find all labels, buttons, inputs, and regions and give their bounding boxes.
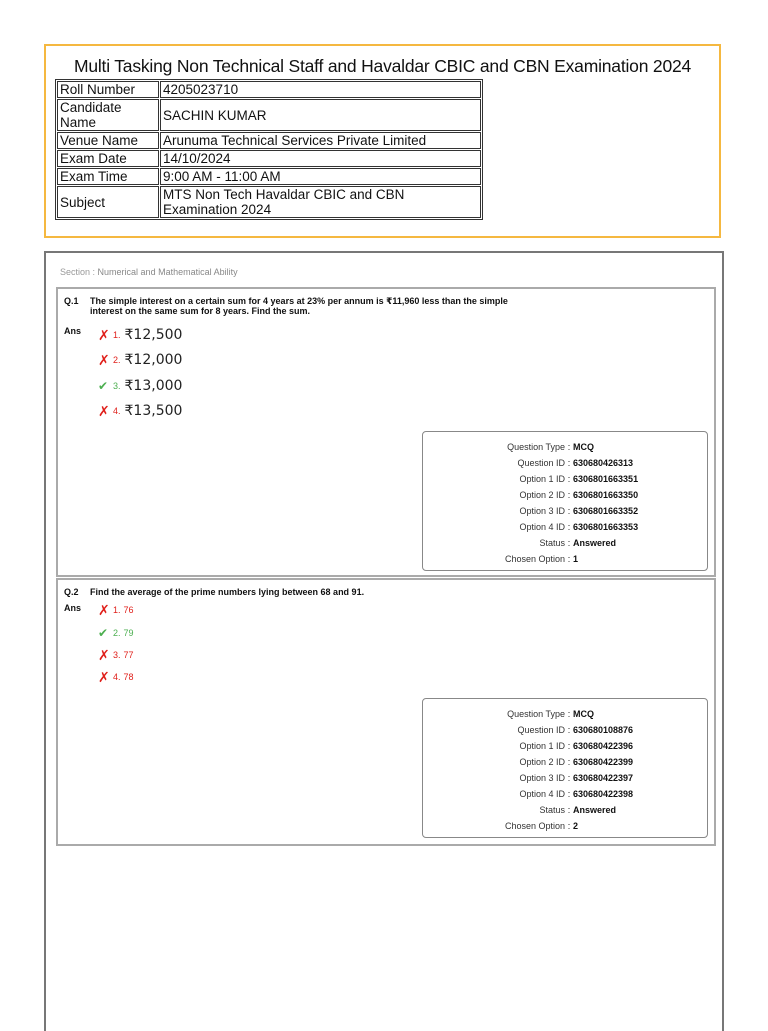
meta-key: Question Type [507, 709, 565, 719]
meta-row: Question ID : 630680108876 [423, 722, 707, 738]
question-text: Find the average of the prime numbers lying between 68 and 91. [90, 587, 365, 597]
meta-row: Option 1 ID : 630680422396 [423, 738, 707, 754]
meta-row: Chosen Option : 2 [423, 818, 707, 834]
info-row-candidate-name [57, 99, 481, 131]
info-value: 9:00 AM - 11:00 AM [160, 168, 481, 185]
question-number: Q.1 [64, 296, 79, 306]
meta-row: Option 3 ID : 6306801663352 [423, 503, 707, 519]
cross-icon: ✗ [98, 602, 110, 618]
meta-key: Option 2 ID [519, 757, 565, 767]
option-3 [98, 378, 182, 394]
meta-value: MCQ [573, 442, 594, 452]
meta-value: 6306801663353 [573, 522, 639, 532]
meta-key: Option 1 ID [519, 474, 565, 484]
meta-row: Question Type : MCQ [423, 439, 707, 455]
option-text: ₹12,500 [124, 327, 183, 343]
meta-key: Chosen Option [504, 821, 565, 831]
meta-row: Option 3 ID : 630680422397 [423, 770, 707, 786]
question-block-2 [56, 578, 716, 846]
info-row-exam-date [57, 150, 481, 167]
meta-key: Question ID [517, 725, 565, 735]
meta-value: 630680422397 [573, 773, 634, 783]
meta-key: Chosen Option [504, 554, 565, 564]
meta-value: 630680426313 [573, 458, 634, 468]
info-value: MTS Non Tech Havaldar CBIC and CBN Examination 2024 [160, 186, 481, 218]
meta-key: Option 4 ID [519, 789, 565, 799]
meta-key: Status [539, 538, 565, 548]
option-number: 1. [113, 605, 121, 615]
meta-value: Answered [573, 538, 617, 548]
meta-key: Option 1 ID [519, 741, 565, 751]
question-text: The simple interest on a certain sum for 4 years at 23% per annum is ₹11,960 less than the simple interest on the same sum for 8 years. Find the sum. [90, 296, 508, 316]
option-2 [98, 352, 182, 368]
checkmark-icon: ✔ [98, 626, 109, 640]
meta-value: Answered [573, 805, 617, 815]
cross-icon: ✗ [98, 669, 110, 685]
option-text: ₹12,000 [124, 352, 183, 368]
info-label: Venue Name [57, 132, 159, 149]
candidate-info-panel [44, 44, 721, 238]
cross-icon: ✗ [98, 403, 110, 419]
meta-value: MCQ [573, 709, 594, 719]
meta-row: Option 4 ID : 630680422398 [423, 786, 707, 802]
meta-key: Option 3 ID [519, 506, 565, 516]
meta-row: Question Type : MCQ [423, 706, 707, 722]
info-value: 14/10/2024 [160, 150, 481, 167]
checkmark-icon: ✔ [98, 379, 109, 393]
meta-value: 6306801663350 [573, 490, 639, 500]
option-number: 2. [113, 628, 121, 638]
ans-label: Ans [64, 603, 82, 613]
meta-key: Option 4 ID [519, 522, 565, 532]
info-row-subject [57, 186, 481, 218]
option-3 [98, 648, 134, 662]
meta-value: 630680108876 [573, 725, 634, 735]
meta-value: 630680422398 [573, 789, 634, 799]
section-label [60, 267, 238, 277]
meta-key: Question ID [517, 458, 565, 468]
question-block-1 [56, 287, 716, 577]
option-text: 76 [123, 605, 134, 615]
option-4 [98, 670, 134, 684]
info-value: Arunuma Technical Services Private Limited [160, 132, 481, 149]
meta-value: 1 [573, 554, 579, 564]
option-2 [98, 626, 134, 640]
meta-row: Chosen Option : 1 [423, 551, 707, 567]
meta-key: Option 2 ID [519, 490, 565, 500]
option-4 [98, 403, 182, 419]
option-text: ₹13,000 [124, 378, 183, 394]
option-number: 1. [113, 330, 121, 340]
meta-row: Option 2 ID : 6306801663350 [423, 487, 707, 503]
info-label: Candidate Name [57, 99, 159, 131]
meta-row: Option 2 ID : 630680422399 [423, 754, 707, 770]
option-text: ₹13,500 [124, 403, 183, 419]
candidate-info-table [55, 79, 483, 220]
info-value: SACHIN KUMAR [160, 99, 481, 131]
info-label: Roll Number [57, 81, 159, 98]
cross-icon: ✗ [98, 352, 110, 368]
option-number: 3. [113, 381, 121, 391]
meta-value: 630680422396 [573, 741, 634, 751]
meta-key: Status [539, 805, 565, 815]
ans-label: Ans [64, 326, 82, 336]
response-sheet [44, 251, 724, 1031]
option-1 [98, 327, 182, 343]
option-number: 3. [113, 650, 121, 660]
info-value: 4205023710 [160, 81, 481, 98]
option-number: 4. [113, 672, 121, 682]
meta-value: 2 [573, 821, 579, 831]
info-label: Exam Date [57, 150, 159, 167]
question-meta-panel [422, 698, 708, 838]
option-number: 2. [113, 355, 121, 365]
question-number: Q.2 [64, 587, 79, 597]
option-1 [98, 603, 134, 617]
info-row-venue-name [57, 132, 481, 149]
meta-value: 630680422399 [573, 757, 634, 767]
info-label: Subject [57, 186, 159, 218]
option-text: 78 [123, 672, 134, 682]
meta-row: Option 1 ID : 6306801663351 [423, 471, 707, 487]
section-prefix: Section : [60, 267, 96, 277]
meta-row: Status : Answered [423, 802, 707, 818]
option-text: 79 [123, 628, 134, 638]
meta-value: 6306801663351 [573, 474, 639, 484]
info-label: Exam Time [57, 168, 159, 185]
cross-icon: ✗ [98, 647, 110, 663]
section-name: Numerical and Mathematical Ability [97, 267, 238, 277]
meta-key: Option 3 ID [519, 773, 565, 783]
meta-value: 6306801663352 [573, 506, 639, 516]
meta-key: Question Type [507, 442, 565, 452]
option-number: 4. [113, 406, 121, 416]
info-row-roll-number [57, 81, 481, 98]
meta-row: Status : Answered [423, 535, 707, 551]
info-row-exam-time [57, 168, 481, 185]
cross-icon: ✗ [98, 327, 110, 343]
meta-row: Question ID : 630680426313 [423, 455, 707, 471]
meta-row: Option 4 ID : 6306801663353 [423, 519, 707, 535]
question-meta-panel [422, 431, 708, 571]
option-text: 77 [123, 650, 134, 660]
exam-title: Multi Tasking Non Technical Staff and Havaldar CBIC and CBN Examination 2024 [73, 56, 692, 76]
